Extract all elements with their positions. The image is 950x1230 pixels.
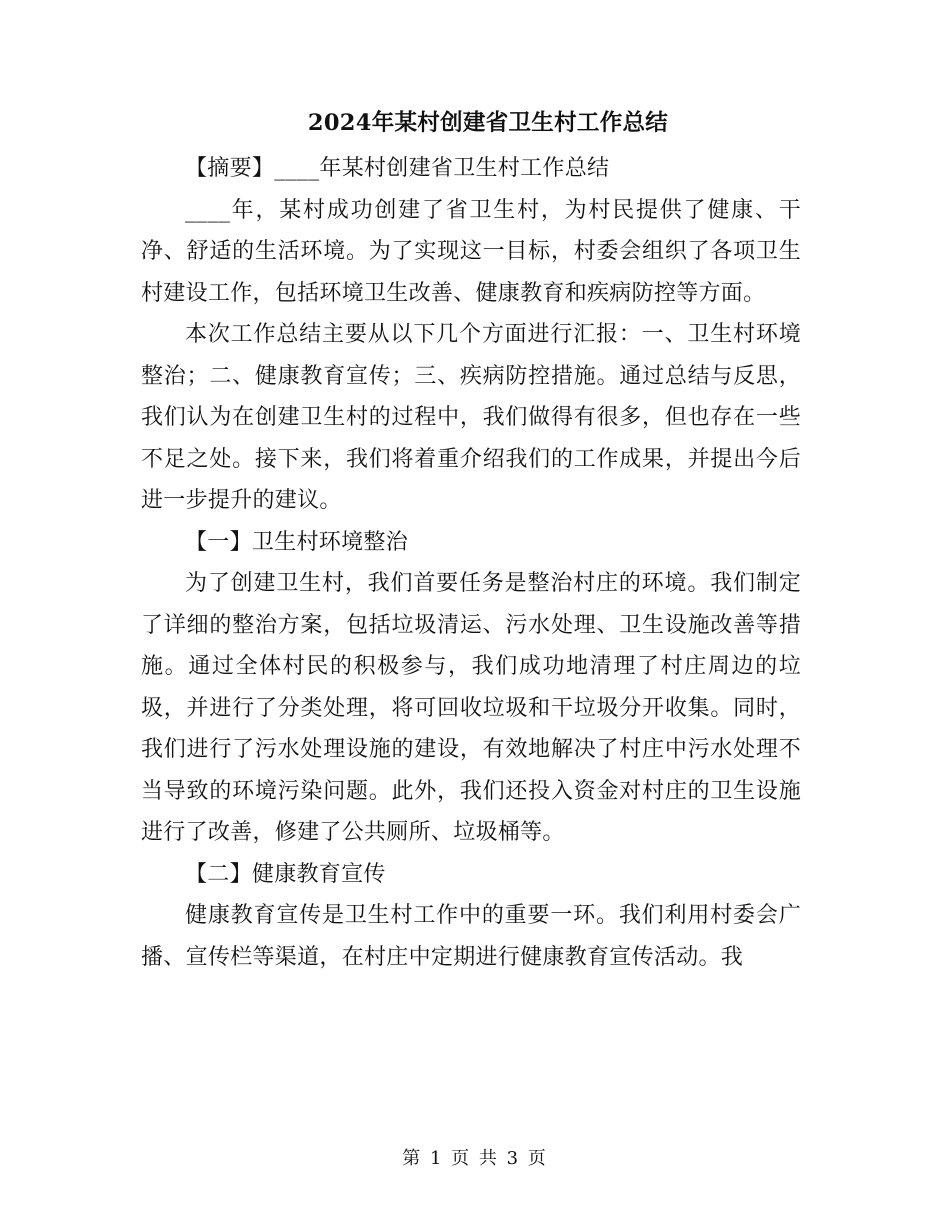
section-paragraph-environment: 为了创建卫生村，我们首要任务是整治村庄的环境。我们制定了详细的整治方案，包括垃圾清运、污水处理、卫生设施改善等措施。通过全体村民的积极参与，我们成功地清理了村庄周边的垃圾，并进行了分类处理，将可回收垃圾和干垃圾分开收集。同时，我们进行了污水处理设施的建设，有效地解决了村庄中污水处理不当导致的环境污染问题。此外，我们还投入资金对村庄的卫生设施进行了改善，修建了公共厕所、垃圾桶等。	[141, 571, 801, 845]
section-paragraph-health-education: 健康教育宣传是卫生村工作中的重要一环。我们利用村委会广播、宣传栏等渠道，在村庄中定期进行健康教育宣传活动。我	[141, 903, 801, 970]
page-number-footer: 第 1 页 共 3 页	[402, 1148, 548, 1169]
overview-paragraph: 本次工作总结主要从以下几个方面进行汇报：一、卫生村环境整治；二、健康教育宣传；三、疾病防控措施。通过总结与反思，我们认为在创建卫生村的过程中，我们做得有很多，但也存在一些不足之处。接下来，我们将着重介绍我们的工作成果，并提出今后进一步提升的建议。	[141, 322, 801, 513]
section-heading-environment: 【一】卫生村环境整治	[185, 529, 409, 555]
section-heading-health-education: 【二】健康教育宣传	[185, 861, 386, 887]
document-title: 2024年某村创建省卫生村工作总结	[307, 110, 669, 136]
abstract-line: 【摘要】____年某村创建省卫生村工作总结	[185, 156, 610, 181]
document-body	[141, 106, 801, 978]
intro-paragraph: ____年，某村成功创建了省卫生村，为村民提供了健康、干净、舒适的生活环境。为了实现这一目标，村委会组织了各项卫生村建设工作，包括环境卫生改善、健康教育和疾病防控等方面。	[141, 197, 801, 306]
